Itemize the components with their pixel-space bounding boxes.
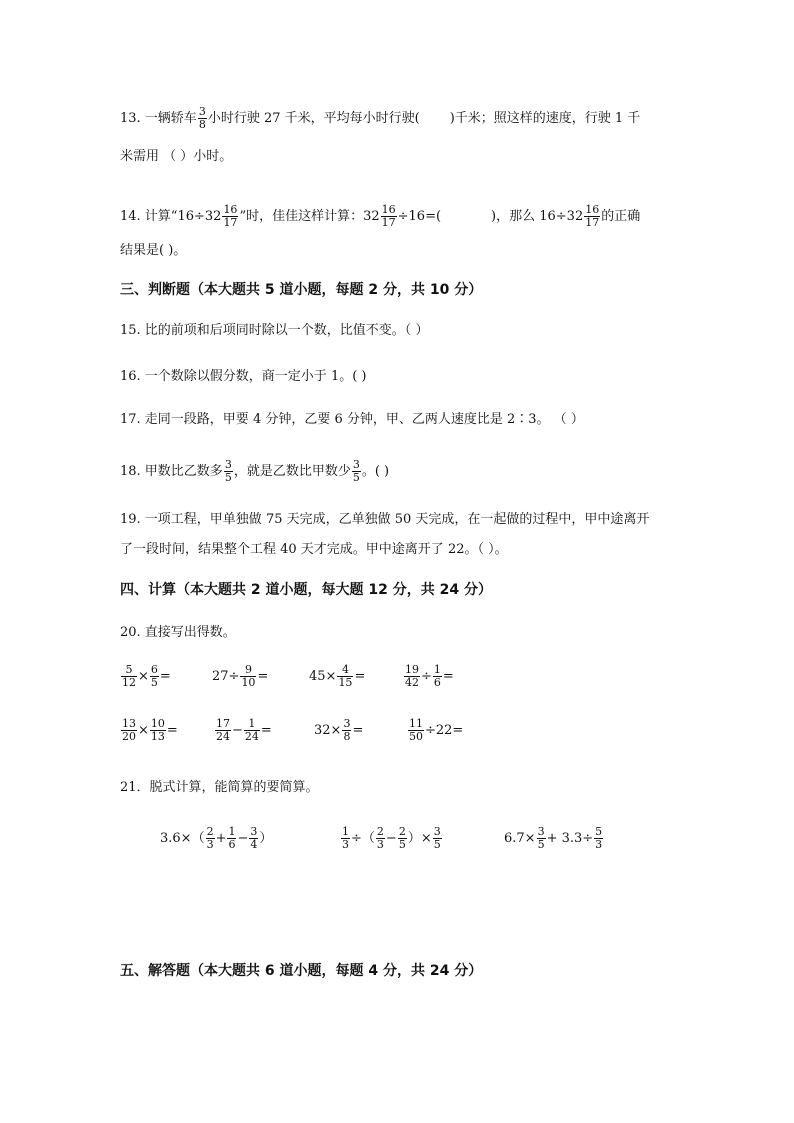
expr-mid: + 3.3÷: [546, 831, 594, 846]
q16: 16. 一个数除以假分数，商一定小于 1。( ): [120, 369, 367, 384]
q19-line2: 了一段时间，结果整个工程 40 天才完成。甲中途离开了 22。（ ）。: [120, 542, 508, 557]
operator: ÷22=: [425, 723, 464, 738]
fraction: [352, 459, 361, 484]
frac-numerator: 5: [125, 663, 133, 676]
frac-numerator: 6: [150, 663, 158, 676]
frac-denominator: 5: [150, 676, 158, 689]
q17: 17. 走同一段路，甲要 4 分钟，乙要 6 分钟，甲、乙两人速度比是 2∶3。 （ ）: [120, 412, 584, 427]
q18-end: 。( ): [361, 464, 390, 479]
q18-mid: ，就是乙数比甲数少: [233, 464, 351, 479]
equals: =: [352, 723, 364, 738]
frac-denominator: 8: [198, 118, 206, 131]
frac-numerator: 1: [342, 825, 349, 838]
equals: =: [166, 723, 178, 738]
expr-lead: 6.7×: [504, 831, 536, 846]
fraction: [584, 204, 600, 229]
frac-numerator: 17: [216, 717, 230, 730]
frac-numerator: 1: [228, 825, 236, 838]
q21-expression-3: [504, 826, 604, 851]
frac-denominator: 24: [216, 730, 230, 743]
frac-numerator: 11: [409, 717, 423, 730]
section-4-heading: 四、计算（本大题共 2 道小题，每大题 12 分，共 24 分）: [120, 582, 492, 598]
frac-denominator: 24: [244, 730, 259, 743]
operator: +: [215, 831, 227, 846]
expr-mid: ）×: [407, 831, 432, 846]
q20: 20. 直接写出得数。: [120, 625, 236, 640]
q14-mid3: )，那么 16÷32: [491, 209, 584, 224]
frac-denominator: 50: [409, 730, 423, 743]
frac-numerator: 16: [381, 203, 396, 216]
frac-numerator: 9: [244, 663, 252, 676]
frac-numerator: 2: [376, 825, 384, 838]
operator: −: [232, 723, 243, 738]
frac-numerator: 4: [341, 663, 349, 676]
calc-item: [120, 664, 171, 689]
frac-numerator: 1: [248, 717, 256, 730]
frac-denominator: 3: [376, 838, 384, 851]
frac-numerator: 2: [206, 825, 214, 838]
frac-denominator: 8: [343, 730, 351, 743]
frac-numerator: 3: [224, 458, 232, 471]
q13-line2: 米需用 （ ）小时。: [120, 149, 233, 164]
frac-denominator: 12: [122, 676, 136, 689]
frac-numerator: 13: [122, 717, 136, 730]
frac-numerator: 2: [398, 825, 406, 838]
frac-denominator: 5: [398, 838, 406, 851]
calc-item: [212, 664, 268, 689]
section-5-heading: 五、解答题（本大题共 6 道小题，每题 4 分，共 24 分）: [120, 963, 483, 979]
frac-denominator: 6: [433, 676, 441, 689]
frac-numerator: 3: [537, 825, 545, 838]
q21-expression-2: [340, 826, 443, 851]
q18-prefix: 18. 甲数比乙数多: [120, 464, 223, 479]
frac-numerator: 1: [433, 663, 441, 676]
fraction: [224, 459, 233, 484]
section-3-heading: 三、判断题（本大题共 5 道小题，每题 2 分，共 10 分）: [120, 282, 483, 298]
frac-denominator: 17: [223, 216, 238, 229]
frac-numerator: 3: [250, 825, 258, 838]
equals: =: [354, 669, 366, 684]
q21: 21．脱式计算，能简算的要简算。: [120, 780, 319, 795]
frac-denominator: 5: [537, 838, 545, 851]
q19-line1: 19. 一项工程，甲单独做 75 天完成，乙单独做 50 天完成，在一起做的过程中，甲中途离开: [120, 512, 650, 527]
frac-denominator: 6: [228, 838, 236, 851]
expr-lead: 45×: [309, 669, 337, 684]
frac-denominator: 5: [352, 471, 360, 484]
frac-denominator: 13: [150, 730, 165, 743]
q14-mid1: ”时，佳佳这样计算：32: [239, 209, 380, 224]
fraction: [198, 106, 207, 131]
frac-numerator: 3: [343, 717, 351, 730]
calc-item: [214, 718, 272, 743]
frac-denominator: 4: [250, 838, 258, 851]
frac-denominator: 5: [224, 471, 232, 484]
q14-end: 的正确: [601, 209, 641, 224]
operator: ×: [138, 669, 149, 684]
frac-numerator: 10: [150, 717, 165, 730]
equals: =: [442, 669, 454, 684]
q13-prefix: 13. 一辆轿车: [120, 111, 197, 126]
frac-numerator: 19: [405, 663, 419, 676]
calc-item: [407, 718, 463, 743]
frac-numerator: 3: [433, 825, 441, 838]
frac-denominator: 42: [405, 676, 419, 689]
expr-lead: 3.6×（: [160, 831, 205, 846]
q14-line1: [120, 204, 640, 229]
frac-denominator: 3: [342, 838, 349, 851]
fraction: [381, 204, 397, 229]
calc-item: [309, 664, 365, 689]
frac-denominator: 15: [338, 676, 353, 689]
frac-denominator: 17: [585, 216, 600, 229]
equals: =: [260, 723, 272, 738]
expr-lead: ÷（: [351, 831, 375, 846]
frac-denominator: 17: [381, 216, 396, 229]
calc-item: [120, 718, 178, 743]
q13-after-blank: )千米；照这样的速度，行驶 1 千: [449, 111, 641, 126]
frac-numerator: 5: [595, 825, 603, 838]
frac-numerator: 3: [198, 105, 206, 118]
calc-item: [403, 664, 454, 689]
operator: ÷: [421, 669, 432, 684]
q14-line2: 结果是( )。: [120, 243, 187, 258]
frac-denominator: 20: [122, 730, 136, 743]
frac-denominator: 10: [241, 676, 256, 689]
q14-prefix: 14. 计算“16÷32: [120, 209, 222, 224]
calc-item: [314, 718, 363, 743]
paren-close: ）: [259, 831, 273, 846]
equals: =: [159, 669, 171, 684]
q18: [120, 459, 389, 484]
expr-lead: 27÷: [212, 669, 240, 684]
frac-numerator: 16: [223, 203, 238, 216]
operator: −: [385, 831, 397, 846]
frac-denominator: 3: [206, 838, 214, 851]
operator: ×: [138, 723, 149, 738]
q13-line1: [120, 106, 640, 131]
q14-mid2: ÷16=(: [397, 209, 442, 224]
q13-middle: 小时行驶 27 千米，平均每小时行驶(: [207, 111, 420, 126]
frac-denominator: 5: [433, 838, 441, 851]
equals: =: [257, 669, 269, 684]
operator: −: [237, 831, 249, 846]
frac-numerator: 3: [352, 458, 360, 471]
q15: 15. 比的前项和后项同时除以一个数，比值不变。（ ）: [120, 323, 429, 338]
frac-numerator: 16: [585, 203, 600, 216]
expr-lead: 32×: [314, 723, 342, 738]
frac-denominator: 3: [595, 838, 603, 851]
fraction: [222, 204, 238, 229]
q21-expression-1: [160, 826, 272, 851]
